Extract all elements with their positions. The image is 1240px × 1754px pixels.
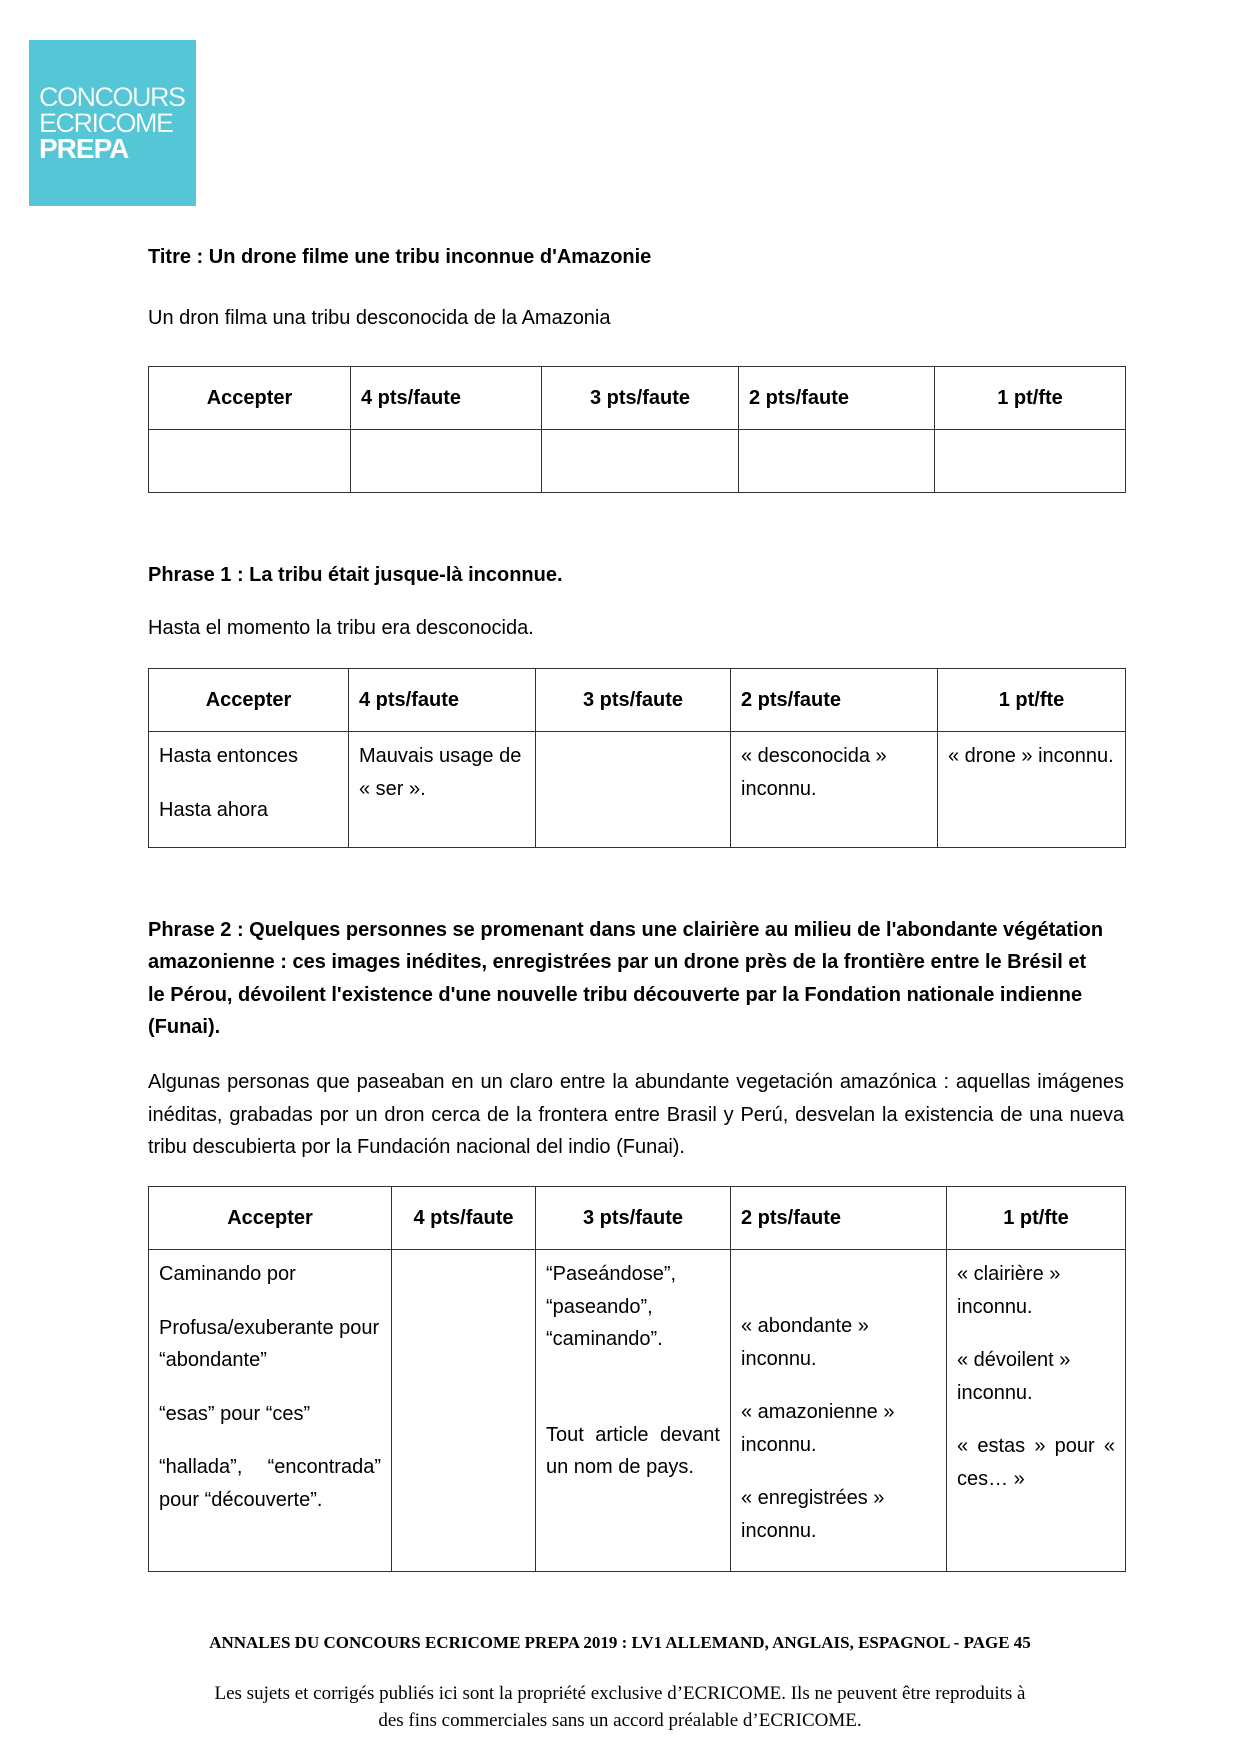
penalty-note: “Paseándose”, “paseando”, “caminando”. <box>546 1263 677 1350</box>
cell-2pts <box>739 430 935 493</box>
phrase2-heading-line4: (Funai). <box>148 1016 221 1038</box>
accepted-answer: Caminando por <box>159 1263 296 1285</box>
header-3pts: 3 pts/faute <box>542 367 739 430</box>
header-1pt: 1 pt/fte <box>938 669 1126 732</box>
table-header-row <box>149 367 1126 430</box>
accepted-answer: “hallada”, “encontrada” pour “découverte”. <box>159 1456 381 1511</box>
cell-2pts <box>731 1250 947 1572</box>
header-1pt: 1 pt/fte <box>935 367 1126 430</box>
header-2pts: 2 pts/faute <box>731 1187 947 1250</box>
header-3pts: 3 pts/faute <box>536 1187 731 1250</box>
penalty-note: « estas » pour « ces… » <box>957 1435 1115 1490</box>
header-3pts: 3 pts/faute <box>536 669 731 732</box>
cell-1pt <box>935 430 1126 493</box>
cell-1pt <box>947 1250 1126 1572</box>
cell-1pt <box>938 732 1126 848</box>
cell-accepter <box>149 430 351 493</box>
table-header-row <box>149 669 1126 732</box>
phrase2-heading-line3: le Pérou, dévoilent l'existence d'une nouvelle tribu découverte par la Fondation nationale indienne <box>148 984 1083 1006</box>
penalty-note: Mauvais usage de « ser ». <box>359 745 522 800</box>
logo-line-prepa: PREPA <box>39 133 129 164</box>
grading-table-phrase1 <box>148 668 1126 848</box>
cell-3pts <box>542 430 739 493</box>
accepted-answer: Hasta entonces <box>159 745 298 767</box>
header-4pts: 4 pts/faute <box>349 669 536 732</box>
penalty-note: « clairière » inconnu. <box>957 1263 1061 1318</box>
table-row <box>149 430 1126 493</box>
cell-4pts <box>349 732 536 848</box>
header-2pts: 2 pts/faute <box>739 367 935 430</box>
cell-4pts <box>392 1250 536 1572</box>
cell-3pts <box>536 1250 731 1572</box>
header-1pt: 1 pt/fte <box>947 1187 1126 1250</box>
header-2pts: 2 pts/faute <box>731 669 938 732</box>
title-translation: Un dron filma una tribu desconocida de la Amazonia <box>148 307 611 329</box>
phrase2-heading-line1: Phrase 2 : Quelques personnes se promenant dans une clairière au milieu de l'abondante végétation <box>148 919 1104 941</box>
logo-line-ecricome: ECRICOME <box>39 108 173 138</box>
footer-copyright <box>0 1680 1240 1734</box>
accepted-answer: Profusa/exuberante pour “abondante” <box>159 1316 380 1371</box>
table-header-row <box>149 1187 1126 1250</box>
header-4pts: 4 pts/faute <box>351 367 542 430</box>
copyright-line2: des fins commerciales sans un accord préalable d’ECRICOME. <box>378 1710 862 1731</box>
grading-table-phrase2 <box>148 1186 1126 1572</box>
accepted-answer: Hasta ahora <box>159 798 268 821</box>
phrase1-translation: Hasta el momento la tribu era desconocida. <box>148 617 534 639</box>
penalty-note: « desconocida » inconnu. <box>741 745 887 800</box>
penalty-note: « amazonienne » inconnu. <box>741 1401 895 1456</box>
table-row <box>149 1250 1126 1572</box>
cell-accepter <box>149 732 349 848</box>
logo-line-concours: CONCOURS <box>39 82 185 112</box>
penalty-note: Tout article devant un nom de pays. <box>546 1423 720 1478</box>
accepted-answer: “esas” pour “ces” <box>159 1402 311 1425</box>
penalty-note: « enregistrées » inconnu. <box>741 1487 885 1542</box>
cell-2pts <box>731 732 938 848</box>
phrase2-translation: Algunas personas que paseaban en un claro entre la abundante vegetación amazónica : aquellas imágenes inéditas, grabadas por un dron cerca de la frontera entre Brasil y Perú, desvelan la existencia de una nueva tribu descubierta por la Fundación nacional del indio (Funai). <box>148 1071 1124 1158</box>
penalty-note: « dévoilent » inconnu. <box>957 1349 1071 1404</box>
header-4pts: 4 pts/faute <box>392 1187 536 1250</box>
phrase2-heading-line2: amazonienne : ces images inédites, enregistrées par un drone près de la frontière entre le Brésil et <box>148 951 1087 973</box>
header-accepter: Accepter <box>149 367 351 430</box>
grading-table-title <box>148 366 1126 493</box>
footer-annales: ANNALES DU CONCOURS ECRICOME PREPA 2019 : LV1 ALLEMAND, ANGLAIS, ESPAGNOL - PAGE 45 <box>209 1633 1031 1652</box>
cell-3pts <box>536 732 731 848</box>
table-row <box>149 732 1126 848</box>
header-accepter: Accepter <box>149 669 349 732</box>
cell-4pts <box>351 430 542 493</box>
cell-accepter <box>149 1250 392 1572</box>
phrase1-heading: Phrase 1 : La tribu était jusque-là inconnue. <box>148 564 563 586</box>
copyright-line1: Les sujets et corrigés publiés ici sont la propriété exclusive d’ECRICOME. Ils ne peuvent être reproduits à <box>214 1683 1026 1704</box>
title-heading: Titre : Un drone filme une tribu inconnue d'Amazonie <box>148 246 652 268</box>
penalty-note: « drone » inconnu. <box>948 745 1114 767</box>
penalty-note: « abondante » inconnu. <box>741 1315 869 1370</box>
ecricome-logo <box>29 40 196 206</box>
header-accepter: Accepter <box>149 1187 392 1250</box>
